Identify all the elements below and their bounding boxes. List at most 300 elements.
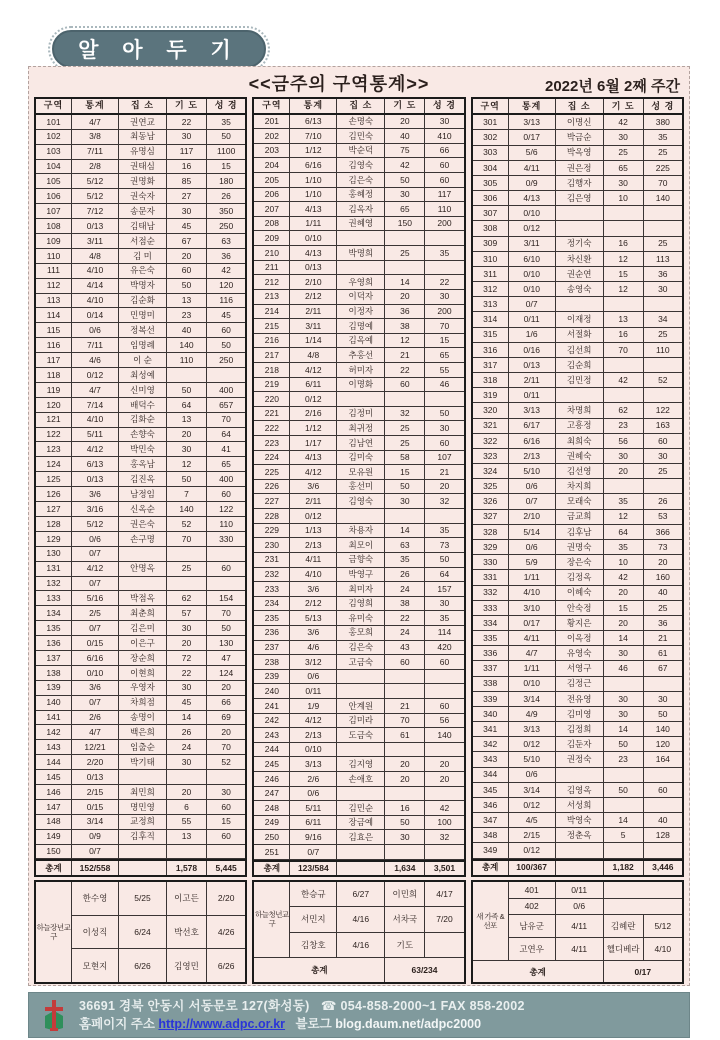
cell: 30 [604,176,644,190]
cell: 6/13 [72,457,119,471]
cell: 최모이 [337,538,385,552]
cell: 62 [167,591,207,605]
church-logo-icon [41,998,67,1032]
cell: 6/24 [119,916,167,950]
cell: 123/584 [290,862,337,876]
cell: 20 [439,773,450,784]
cell: 박기태 [119,755,167,769]
cell: 30 [385,830,425,844]
cell: 67 [167,234,207,248]
cell: 50 [385,480,425,494]
cell: 0/6 [290,787,337,801]
table-row [254,115,463,130]
table-row [473,570,682,585]
cell: 56 [439,715,450,726]
cell: 50 [221,622,231,633]
cell [385,787,425,801]
cell: 30 [604,646,644,660]
cell: 30 [167,681,207,695]
cell [556,843,604,857]
cell: 1/10 [290,188,337,202]
cell: 66 [221,697,231,708]
table-row [473,752,682,767]
cell: 이정자 [337,305,385,319]
cell: 160 [655,572,670,583]
table-row [36,323,245,338]
cell: 이옥정 [556,631,604,645]
cell: 2/8 [72,160,119,174]
cell: 김미영 [556,707,604,721]
cell: 박옥영 [556,146,604,160]
cell: 0/6 [72,532,119,546]
cell: 4/7 [72,115,119,129]
cell: 163 [655,420,670,431]
cell: 113 [36,294,72,308]
cell: 0/10 [72,666,119,680]
cell: 32 [385,407,425,421]
cell: 차희점 [119,696,167,710]
cell: 65 [385,202,425,216]
cell: 1/12 [290,144,337,158]
cell: 113 [656,253,670,264]
cell: 25 [658,465,668,476]
cell: 60 [167,264,207,278]
cell: 4/11 [556,915,604,938]
homepage-link[interactable]: http://www.adpc.or.kr [158,1017,286,1031]
table-row [36,591,245,606]
cell: 차신환 [556,252,604,266]
cell: 16 [167,160,207,174]
cell: 김태남 [119,219,167,233]
table-row [254,217,463,232]
cell: 김옥자 [337,202,385,216]
cell: 308 [473,221,509,235]
cell: 30 [658,450,668,461]
cell: 0/10 [509,282,556,296]
cell: 233 [254,582,290,596]
cell: 24 [167,740,207,754]
cell: 4/13 [290,246,337,260]
district-table-200s [252,97,465,877]
cell: 송문자 [119,204,167,218]
cell: 116 [36,338,72,352]
cell: 금향숙 [337,553,385,567]
table-row [254,275,463,290]
cell: 김행자 [556,176,604,190]
table-row [473,768,682,783]
cell: 236 [254,626,290,640]
cell: 313 [473,297,509,311]
cell: 30 [167,442,207,456]
table-row [254,305,463,320]
cell [337,845,385,859]
cell: 4/6 [72,353,119,367]
header-row [473,99,682,115]
cell: 0/13 [72,219,119,233]
cell: 모현지 [72,949,119,982]
cell: 35 [604,540,644,554]
cell: 50 [604,783,644,797]
cell: 5/12 [644,915,682,938]
table-row [254,290,463,305]
cell: 204 [254,158,290,172]
cell: 고연우 [509,938,556,961]
table-row [473,586,682,601]
cell: 이덕자 [337,290,385,304]
cell: 1,182 [604,861,644,875]
cell: 400 [219,384,234,395]
cell: 1/11 [509,570,556,584]
cell: 최희숙 [556,434,604,448]
cell: 남정임 [119,487,167,501]
table-row [36,815,245,830]
cell: 142 [36,725,72,739]
total-row [473,859,682,875]
district-table-100s [34,97,247,877]
cell: 최민희 [119,785,167,799]
cell: 126 [36,487,72,501]
cell: 140 [655,723,670,734]
cell: 14 [604,631,644,645]
cell: 209 [254,231,290,245]
cell [385,845,425,859]
cell: 123 [36,442,72,456]
cell: 20 [658,556,668,567]
cell: 152/558 [72,861,119,875]
table-row [473,540,682,555]
cell: 이고든 [167,882,207,916]
cell: 김혜란 [604,915,644,938]
cell: 110 [36,249,72,263]
table-row [473,161,682,176]
cell: 137 [36,651,72,665]
cell: 56 [604,434,644,448]
cell: 2/11 [509,373,556,387]
cell: 75 [385,144,425,158]
cell: 3/6 [72,681,119,695]
cell: 42 [604,570,644,584]
table-row [36,532,245,547]
table-row [473,798,682,813]
cell: 57 [167,606,207,620]
cell: 김옥예 [337,334,385,348]
cell: 차지희 [556,479,604,493]
cell: 0/7 [72,621,119,635]
cell: 330 [473,555,509,569]
cell: 5/25 [119,882,167,916]
cell: 120 [36,398,72,412]
cell: 64 [604,525,644,539]
cell: 249 [254,816,290,830]
cell: 22 [385,611,425,625]
cell: 20 [439,758,450,769]
cell: 3/11 [509,237,556,251]
cell: 70 [658,177,668,188]
cell: 60 [221,488,231,499]
cell: 42 [439,802,450,813]
cell: 차명희 [556,403,604,417]
cell: 140 [437,729,452,740]
cell: 6/10 [509,252,556,266]
cell: 2/6 [290,772,337,786]
cell: 43 [385,641,425,655]
cell: 6 [167,800,207,814]
cell: 4/11 [509,161,556,175]
cell: 25 [658,602,668,613]
table-row [254,743,463,758]
cell: 김민순 [337,801,385,815]
cell: 4/12 [290,465,337,479]
cell: 139 [36,681,72,695]
cell: 고금숙 [337,655,385,669]
cell: 114 [36,308,72,322]
cell: 380 [655,117,670,127]
cell: 0/10 [509,206,556,220]
cell: 손명숙 [337,115,385,129]
table-row [473,692,682,707]
cell: 326 [473,494,509,508]
table-row [36,740,245,755]
cell [644,221,682,235]
cell: 64 [167,398,207,412]
table-row [254,611,463,626]
cell: 127 [36,502,72,516]
cell: 0/17 [509,616,556,630]
cell: 기 도 [604,99,644,113]
cell: 220 [254,392,290,406]
table-row [36,234,245,249]
cell: 100/367 [509,861,556,875]
cell: 133 [36,591,72,605]
cell: 5/10 [509,752,556,766]
cell [167,368,207,382]
cell: 110 [219,518,233,529]
cell: 116 [219,295,233,306]
total-value: 0/17 [634,966,652,977]
cell: 4/11 [509,631,556,645]
table-row [473,510,682,525]
cell: 12 [604,252,644,266]
cell [385,261,425,275]
cell [644,479,682,493]
cell: 25 [658,147,668,158]
cell: 전유영 [556,692,604,706]
district-table-300s [471,97,684,877]
cell: 319 [473,388,509,402]
cell: 4/13 [290,202,337,216]
cell: 모유원 [337,465,385,479]
cell [644,843,682,857]
cell: 224 [254,451,290,465]
cell [604,899,682,916]
cell: 25 [385,421,425,435]
cell: 410 [437,130,452,141]
cell: 15 [439,335,450,346]
cell: 7 [167,487,207,501]
table-row [254,158,463,173]
adult-mission-block [34,880,247,984]
cell: 0/11 [556,882,604,899]
table-row [473,828,682,843]
cell: 122 [655,405,670,416]
cell: 이명화 [337,378,385,392]
cell: 10 [604,191,644,205]
cell: 20 [167,785,207,799]
cell: 김정미 [337,407,385,421]
cell: 권은숙 [119,517,167,531]
cell: 홍모희 [337,626,385,640]
cell: 권순연 [556,267,604,281]
cell: 130 [219,637,234,648]
cell: 2/20 [72,755,119,769]
cell: 42 [604,373,644,387]
cell: 고흥정 [556,419,604,433]
cell: 30 [604,449,644,463]
cell [119,861,167,875]
cell: 302 [473,130,509,144]
table-row [254,655,463,670]
cell: 황지은 [556,616,604,630]
cell: 1/10 [290,173,337,187]
table-row [473,373,682,388]
table-row [473,312,682,327]
cell: 6/17 [509,419,556,433]
cell [604,479,644,493]
cell [425,670,463,684]
cell: 122 [219,503,234,514]
cell: 총계 [36,861,72,875]
cell: 3/14 [509,783,556,797]
table-row [254,684,463,699]
cell: 143 [36,740,72,754]
cell: 6/16 [290,158,337,172]
cell: 신옥순 [119,502,167,516]
cell: 150 [36,845,72,859]
cell: 231 [254,553,290,567]
cell: 128 [655,830,670,841]
cell: 4/10 [72,264,119,278]
cell [604,677,644,691]
cell: 6/27 [337,882,385,907]
table-row [473,267,682,282]
cell: 20 [604,586,644,600]
table-row [473,419,682,434]
cell: 15 [221,161,231,172]
cell: 4/7 [72,383,119,397]
cell: 12/21 [72,740,119,754]
cell: 124 [36,457,72,471]
cell: 35 [439,525,450,536]
cell: 박선호 [167,916,207,950]
cell [644,206,682,220]
table-row [473,328,682,343]
cell: 김영옥 [556,783,604,797]
cell: 송명이 [119,711,167,725]
cell: 한승규 [290,882,337,907]
cell: 21 [439,466,450,477]
cell: 251 [254,845,290,859]
cell: 146 [36,785,72,799]
homepage-label: 홈페이지 주소 [79,1017,155,1031]
cell: 30 [439,116,450,127]
cell: 15 [221,816,231,827]
cell: 53 [658,511,668,522]
cell: 40 [167,323,207,337]
cell: 130 [36,547,72,561]
cell: 1/6 [509,328,556,342]
cell [425,933,463,958]
cell: 65 [439,349,450,360]
cell: 장은숙 [556,555,604,569]
cell: 128 [36,517,72,531]
cell: 김정근 [556,677,604,691]
cell: 헬디베라 [604,938,644,961]
cell: 6/13 [290,115,337,129]
cell: 김선희 [556,343,604,357]
cell: 총계 [254,862,290,876]
cell: 0/9 [72,830,119,844]
cell: 318 [473,373,509,387]
cell: 134 [36,606,72,620]
cell [337,231,385,245]
cell: 215 [254,319,290,333]
cell [604,768,644,782]
table-row [36,249,245,264]
cell: 30 [167,204,207,218]
table-row [473,191,682,206]
cell: 312 [473,282,509,296]
cell: 311 [473,267,509,281]
cell: 125 [36,472,72,486]
cell: 권숙자 [119,189,167,203]
table-row [473,494,682,509]
header-row [254,99,463,115]
cell: 김후직 [119,830,167,844]
cell: 1,578 [167,861,207,875]
table-row [36,145,245,160]
cell: 345 [473,783,509,797]
cell: 1100 [217,146,236,157]
cell [604,388,644,402]
cell: 50 [658,708,668,719]
cell: 115 [36,323,72,337]
table-row [36,577,245,592]
cell: 유은숙 [119,264,167,278]
cell: 0/16 [509,343,556,357]
table-row [36,204,245,219]
cell: 50 [167,383,207,397]
cell: 권연교 [119,115,167,129]
cell: 20 [385,290,425,304]
cell: 최동남 [119,130,167,144]
cell: 이재정 [556,312,604,326]
cell: 140 [36,696,72,710]
cell: 0/6 [509,540,556,554]
cell: 218 [254,363,290,377]
cell: 0/10 [509,677,556,691]
cell: 349 [473,843,509,857]
cell: 4/7 [509,646,556,660]
cell: 22 [167,666,207,680]
cell: 25 [385,436,425,450]
table-row [36,785,245,800]
cell: 70 [439,320,450,331]
cell: 303 [473,146,509,160]
cell [425,787,463,801]
table-row [36,755,245,770]
cell: 16 [604,237,644,251]
cell: 6/16 [509,434,556,448]
